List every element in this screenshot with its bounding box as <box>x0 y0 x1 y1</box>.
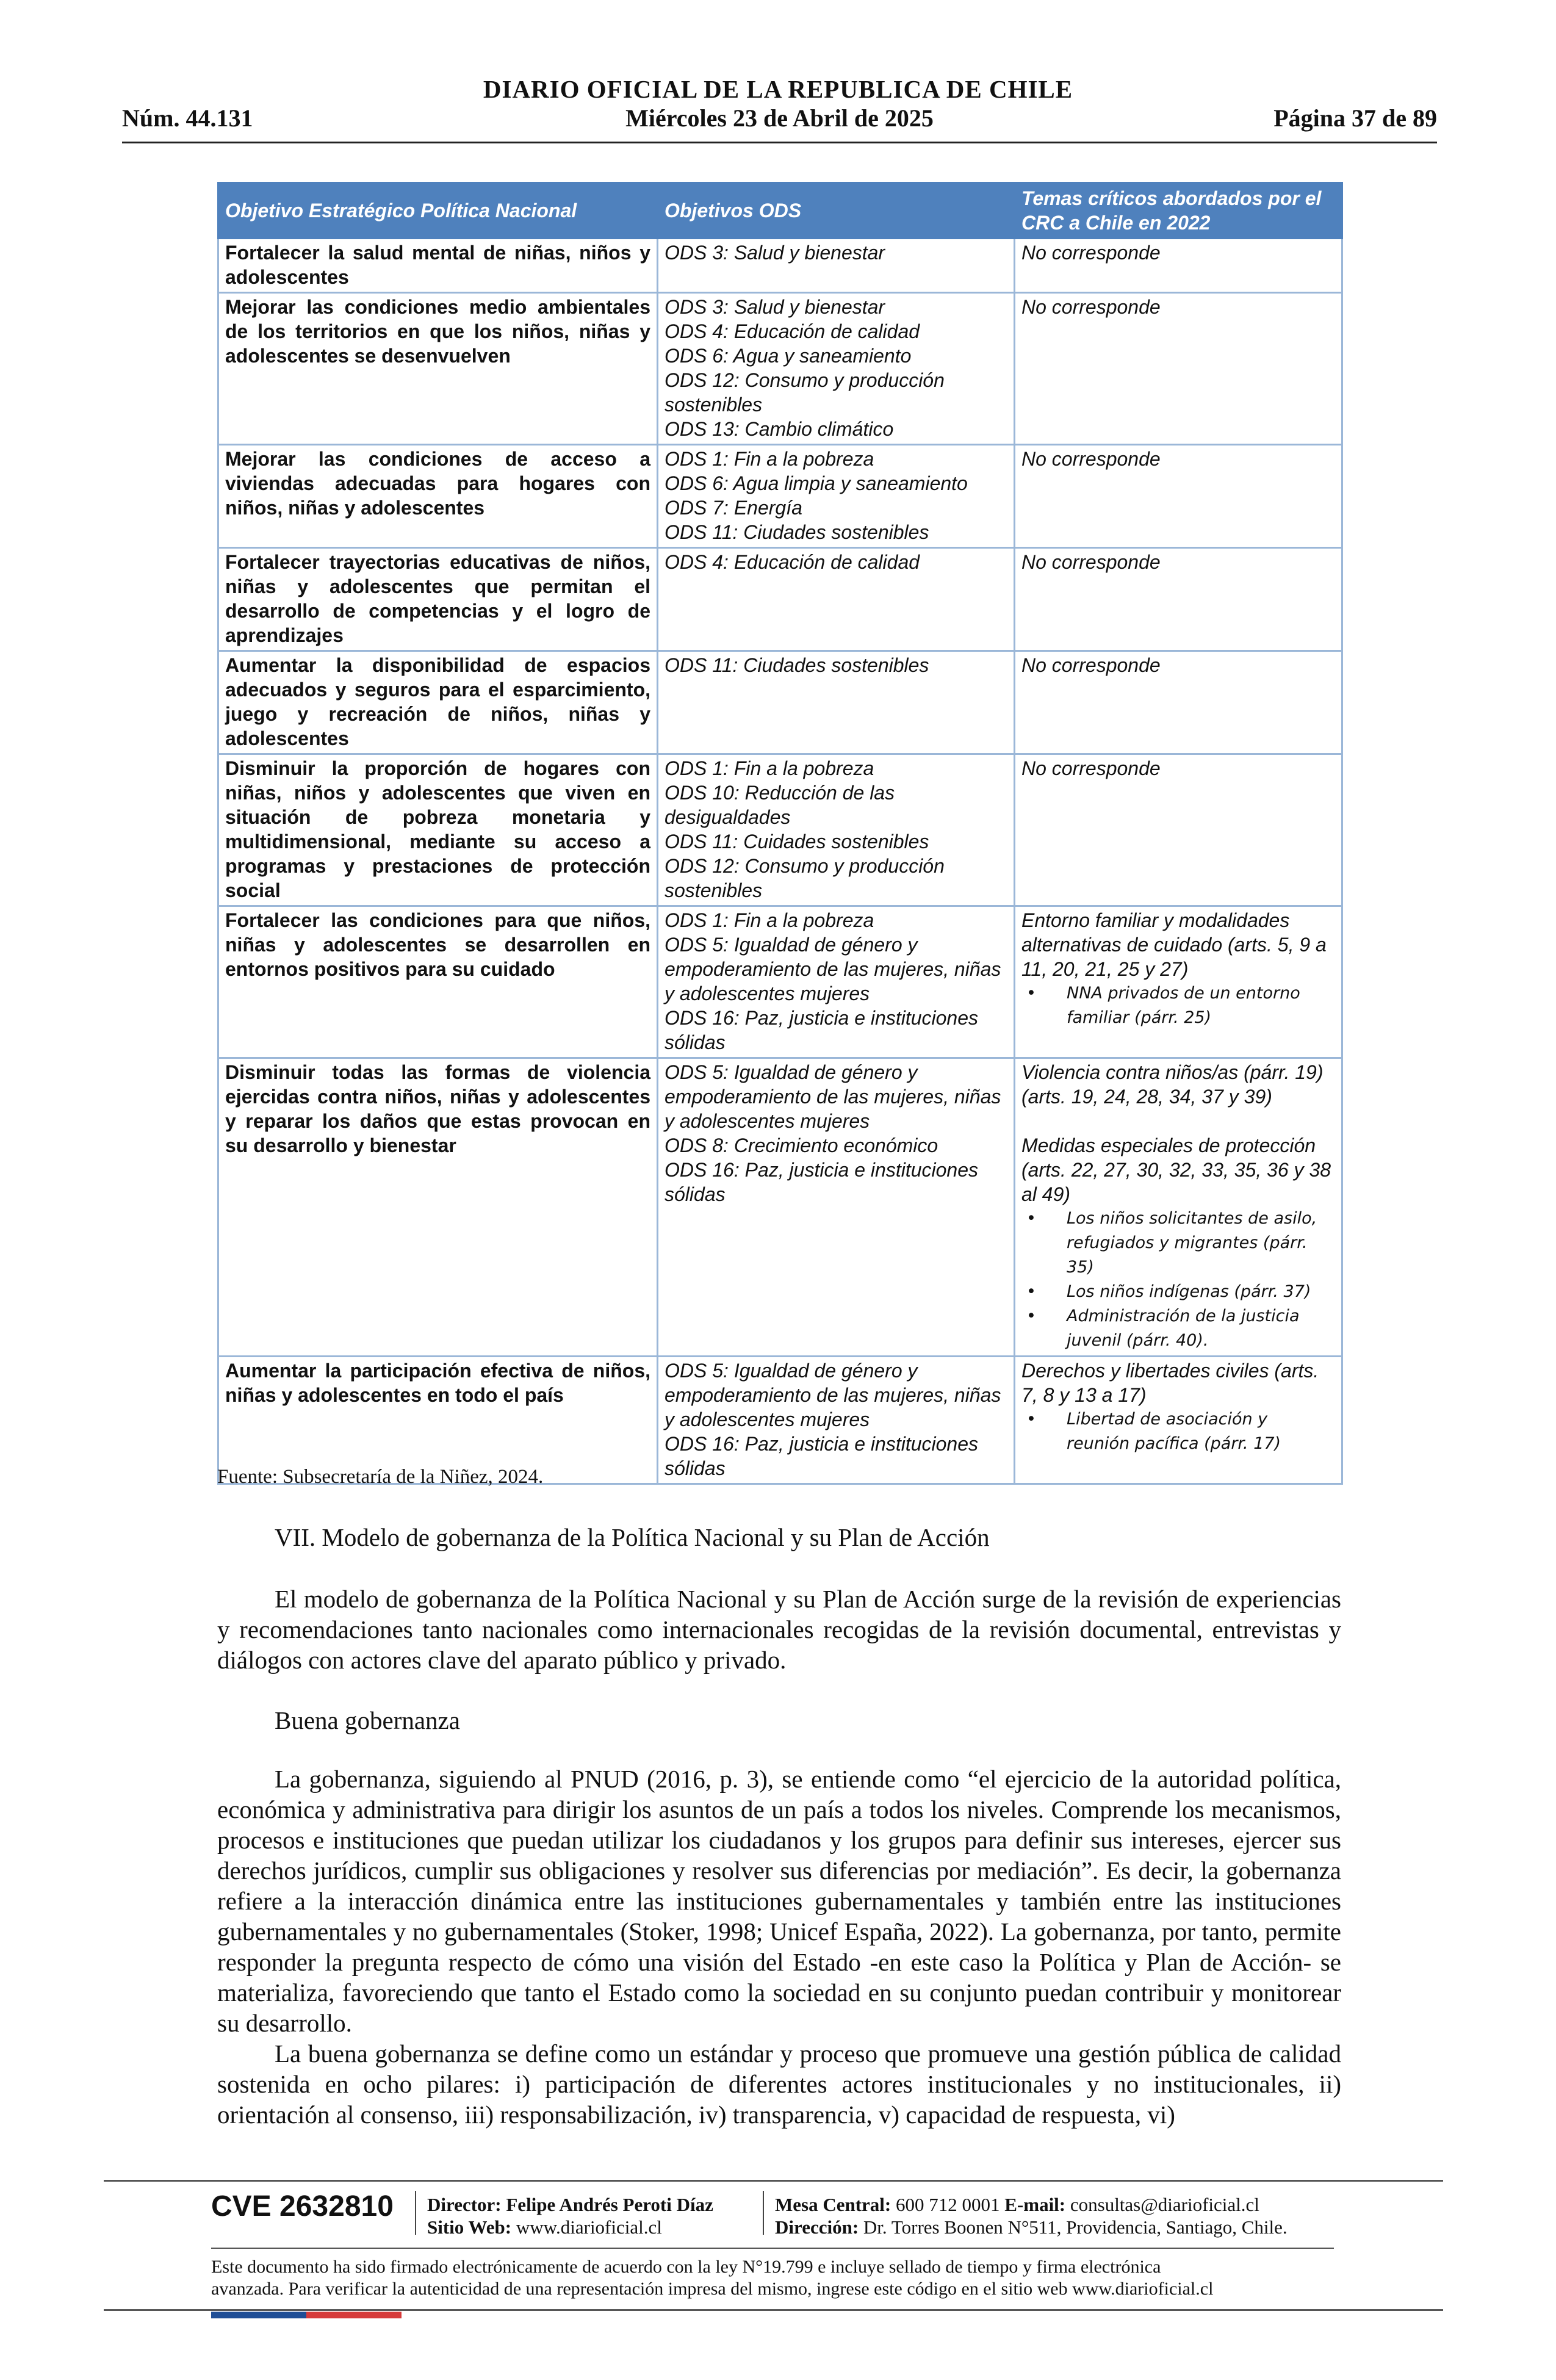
row-objective: Disminuir la proporción de hogares con niñas, niños y adolescentes que viven en situación de pobreza monetaria y multidimensional, mediante su acceso a programas y prestaciones de protección social <box>218 754 658 906</box>
paragraph-2: La gobernanza, siguiendo al PNUD (2016, p. 3), se entiende como “el ejercicio de la autoridad política, económica y administrativa para dirigir los asuntos de un país a todos los niveles. Comprende los mecanismos, procesos e instituciones que puedan utilizar los ciudadanos y los grupos para definir sus intereses, ejercer sus derechos jurídicos, cumplir sus obligaciones y resolver sus diferencias por mediación”. Es decir, la gobernanza refiere a la interacción dinámica entre las instituciones gubernamentales y también entre las instituciones gubernamentales y no gubernamentales (Stoker, 1998; Unicef España, 2022). La gobernanza, por tanto, permite responder la pregunta respecto de cómo una visión del Estado -en este caso la Política y Plan de Acción- se materializa, favoreciendo que tanto el Estado como la sociedad en su conjunto puedan contribuir y monitorear su desarrollo. <box>217 1765 1341 2037</box>
row-ods: ODS 11: Ciudades sostenibles <box>658 651 1015 754</box>
row-critical: No corresponde <box>1015 239 1342 293</box>
table-header-row <box>218 183 1342 239</box>
header-row <box>122 104 1437 138</box>
critical-bullet: • Libertad de asociación y reunión pacífica (párr. 17) <box>1021 1407 1335 1456</box>
row-critical: Violencia contra niños/as (párr. 19) (arts. 19, 24, 28, 34, 37 y 39) Medidas especiales de protección (arts. 22, 27, 30, 32, 33, 35, 36 y 38 al 49) • Los niños solicitantes de asilo, refugiados y migrantes (párr. 35) • Los niños indígenas (párr. 37) • Administración de la justicia juvenil (párr. 40). <box>1015 1058 1342 1357</box>
row-objective: Fortalecer las condiciones para que niños, niñas y adolescentes se desarrollen en entornos positivos para su cuidado <box>218 906 658 1058</box>
row-ods: ODS 5: Igualdad de género y empoderamiento de las mujeres, niñas y adolescentes mujeres ODS 8: Crecimiento económico ODS 16: Paz, justicia e instituciones sólidas <box>658 1058 1015 1357</box>
footer-divider-bottom <box>104 2309 1443 2311</box>
row-critical: No corresponde <box>1015 445 1342 548</box>
issue-date: Miércoles 23 de Abril de 2025 <box>625 104 934 132</box>
table-row <box>218 445 1342 548</box>
flag-stripe-blue <box>211 2312 306 2318</box>
row-ods: ODS 3: Salud y bienestar ODS 4: Educación de calidad ODS 6: Agua y saneamiento ODS 12: Consumo y producción sostenibles ODS 13: Cambio climático <box>658 293 1015 445</box>
footer-divider-top <box>104 2180 1443 2182</box>
row-objective: Fortalecer trayectorias educativas de niños, niñas y adolescentes que permitan el desarrollo de competencias y el logro de aprendizajes <box>218 548 658 651</box>
table-row <box>218 293 1342 445</box>
page-number: Página 37 de 89 <box>1273 104 1437 132</box>
footer-separator <box>415 2191 416 2235</box>
row-critical: No corresponde <box>1015 293 1342 445</box>
critical-bullet: • NNA privados de un entorno familiar (párr. 25) <box>1021 981 1335 1030</box>
header-ods: Objetivos ODS <box>658 183 1015 239</box>
footer-separator <box>763 2191 764 2235</box>
header-critical: Temas críticos abordados por el CRC a Chile en 2022 <box>1015 183 1342 239</box>
flag-stripe-red <box>306 2312 402 2318</box>
issue-number: Núm. 44.131 <box>122 104 253 132</box>
paragraph-3: La buena gobernanza se define como un estándar y proceso que promueve una gestión pública de calidad sostenida en ocho pilares: i) participación de diferentes actores institucionales y no institucionales, ii) orientación al consenso, iii) responsabilización, iv) transparencia, v) capacidad de respuesta, vi) <box>217 2039 1341 2129</box>
row-ods: ODS 3: Salud y bienestar <box>658 239 1015 293</box>
newspaper-title: DIARIO OFICIAL DE LA REPUBLICA DE CHILE <box>483 75 1073 103</box>
table-row <box>218 548 1342 651</box>
row-objective: Aumentar la participación efectiva de niños, niñas y adolescentes en todo el país <box>218 1357 658 1484</box>
row-objective: Mejorar las condiciones medio ambientales de los territorios en que los niños, niñas y adolescentes se desenvuelven <box>218 293 658 445</box>
row-ods: ODS 1: Fin a la pobreza ODS 10: Reducción de las desigualdades ODS 11: Cuidades sostenibles ODS 12: Consumo y producción sostenibles <box>658 754 1015 906</box>
signature-notice: Este documento ha sido firmado electrónicamente de acuerdo con la ley N°19.799 e incluye sellado de tiempo y firma electrónica avanzada. Para verificar la autenticidad de una representación impresa del mismo, ingrese este código en el sitio web www.diarioficial.cl <box>211 2257 1214 2299</box>
critical-bullet: • Administración de la justicia juvenil (párr. 40). <box>1021 1304 1335 1353</box>
row-critical: No corresponde <box>1015 754 1342 906</box>
row-objective: Disminuir todas las formas de violencia ejercidas contra niños, niñas y adolescentes y reparar los daños que estas provocan en su desarrollo y bienestar <box>218 1058 658 1357</box>
footer-divider-mid <box>211 2248 1334 2249</box>
row-objective: Aumentar la disponibilidad de espacios adecuados y seguros para el esparcimiento, juego y recreación de niños, niñas y adolescentes <box>218 651 658 754</box>
table-row <box>218 1357 1342 1484</box>
subheading: Buena gobernanza <box>275 1706 460 1734</box>
footer-email-link[interactable]: consultas@diarioficial.cl <box>1070 2194 1259 2215</box>
table-row <box>218 1058 1342 1357</box>
header-divider <box>122 142 1437 143</box>
footer-web-link[interactable]: www.diarioficial.cl <box>516 2216 662 2238</box>
row-ods: ODS 1: Fin a la pobreza ODS 6: Agua limpia y saneamiento ODS 7: Energía ODS 11: Ciudades sostenibles <box>658 445 1015 548</box>
row-ods: ODS 4: Educación de calidad <box>658 548 1015 651</box>
row-ods: ODS 1: Fin a la pobreza ODS 5: Igualdad de género y empoderamiento de las mujeres, niñas y adolescentes mujeres ODS 16: Paz, justicia e instituciones sólidas <box>658 906 1015 1058</box>
footer-contact-block: Mesa Central: 600 712 0001 E-mail: consultas@diarioficial.cl Dirección: Dr. Torres Boonen N°511, Providencia, Santiago, Chile. <box>775 2194 1288 2238</box>
critical-bullet: • Los niños solicitantes de asilo, refugiados y migrantes (párr. 35) <box>1021 1206 1335 1280</box>
row-objective: Mejorar las condiciones de acceso a viviendas adecuadas para hogares con niños, niñas y adolescentes <box>218 445 658 548</box>
footer-director-block: Director: Felipe Andrés Peroti Díaz Sitio Web: www.diarioficial.cl <box>427 2194 713 2238</box>
section-title: VII. Modelo de gobernanza de la Política Nacional y su Plan de Acción <box>275 1523 990 1551</box>
table-row <box>218 651 1342 754</box>
table-row <box>218 239 1342 293</box>
paragraph-1: El modelo de gobernanza de la Política Nacional y su Plan de Acción surge de la revisión de experiencias y recomendaciones tanto nacionales como internacionales recogidas de la revisión documental, entrevistas y diálogos con actores clave del aparato público y privado. <box>217 1585 1341 1674</box>
header-objective: Objetivo Estratégico Política Nacional <box>218 183 658 239</box>
table-row <box>218 906 1342 1058</box>
row-critical: No corresponde <box>1015 548 1342 651</box>
row-critical: Entorno familiar y modalidades alternativas de cuidado (arts. 5, 9 a 11, 20, 21, 25 y 27) • NNA privados de un entorno familiar (párr. 25) <box>1015 906 1342 1058</box>
ods-table <box>217 182 1343 1485</box>
row-ods: ODS 5: Igualdad de género y empoderamiento de las mujeres, niñas y adolescentes mujeres ODS 16: Paz, justicia e instituciones sólidas <box>658 1357 1015 1484</box>
table-source: Fuente: Subsecretaría de la Niñez, 2024. <box>217 1466 544 1488</box>
row-critical: No corresponde <box>1015 651 1342 754</box>
cve-code: CVE 2632810 <box>211 2190 394 2223</box>
row-objective: Fortalecer la salud mental de niñas, niños y adolescentes <box>218 239 658 293</box>
table-row <box>218 754 1342 906</box>
row-critical: Derechos y libertades civiles (arts. 7, 8 y 13 a 17) • Libertad de asociación y reunión pacífica (párr. 17) <box>1015 1357 1342 1484</box>
critical-bullet: • Los niños indígenas (párr. 37) <box>1021 1280 1335 1304</box>
